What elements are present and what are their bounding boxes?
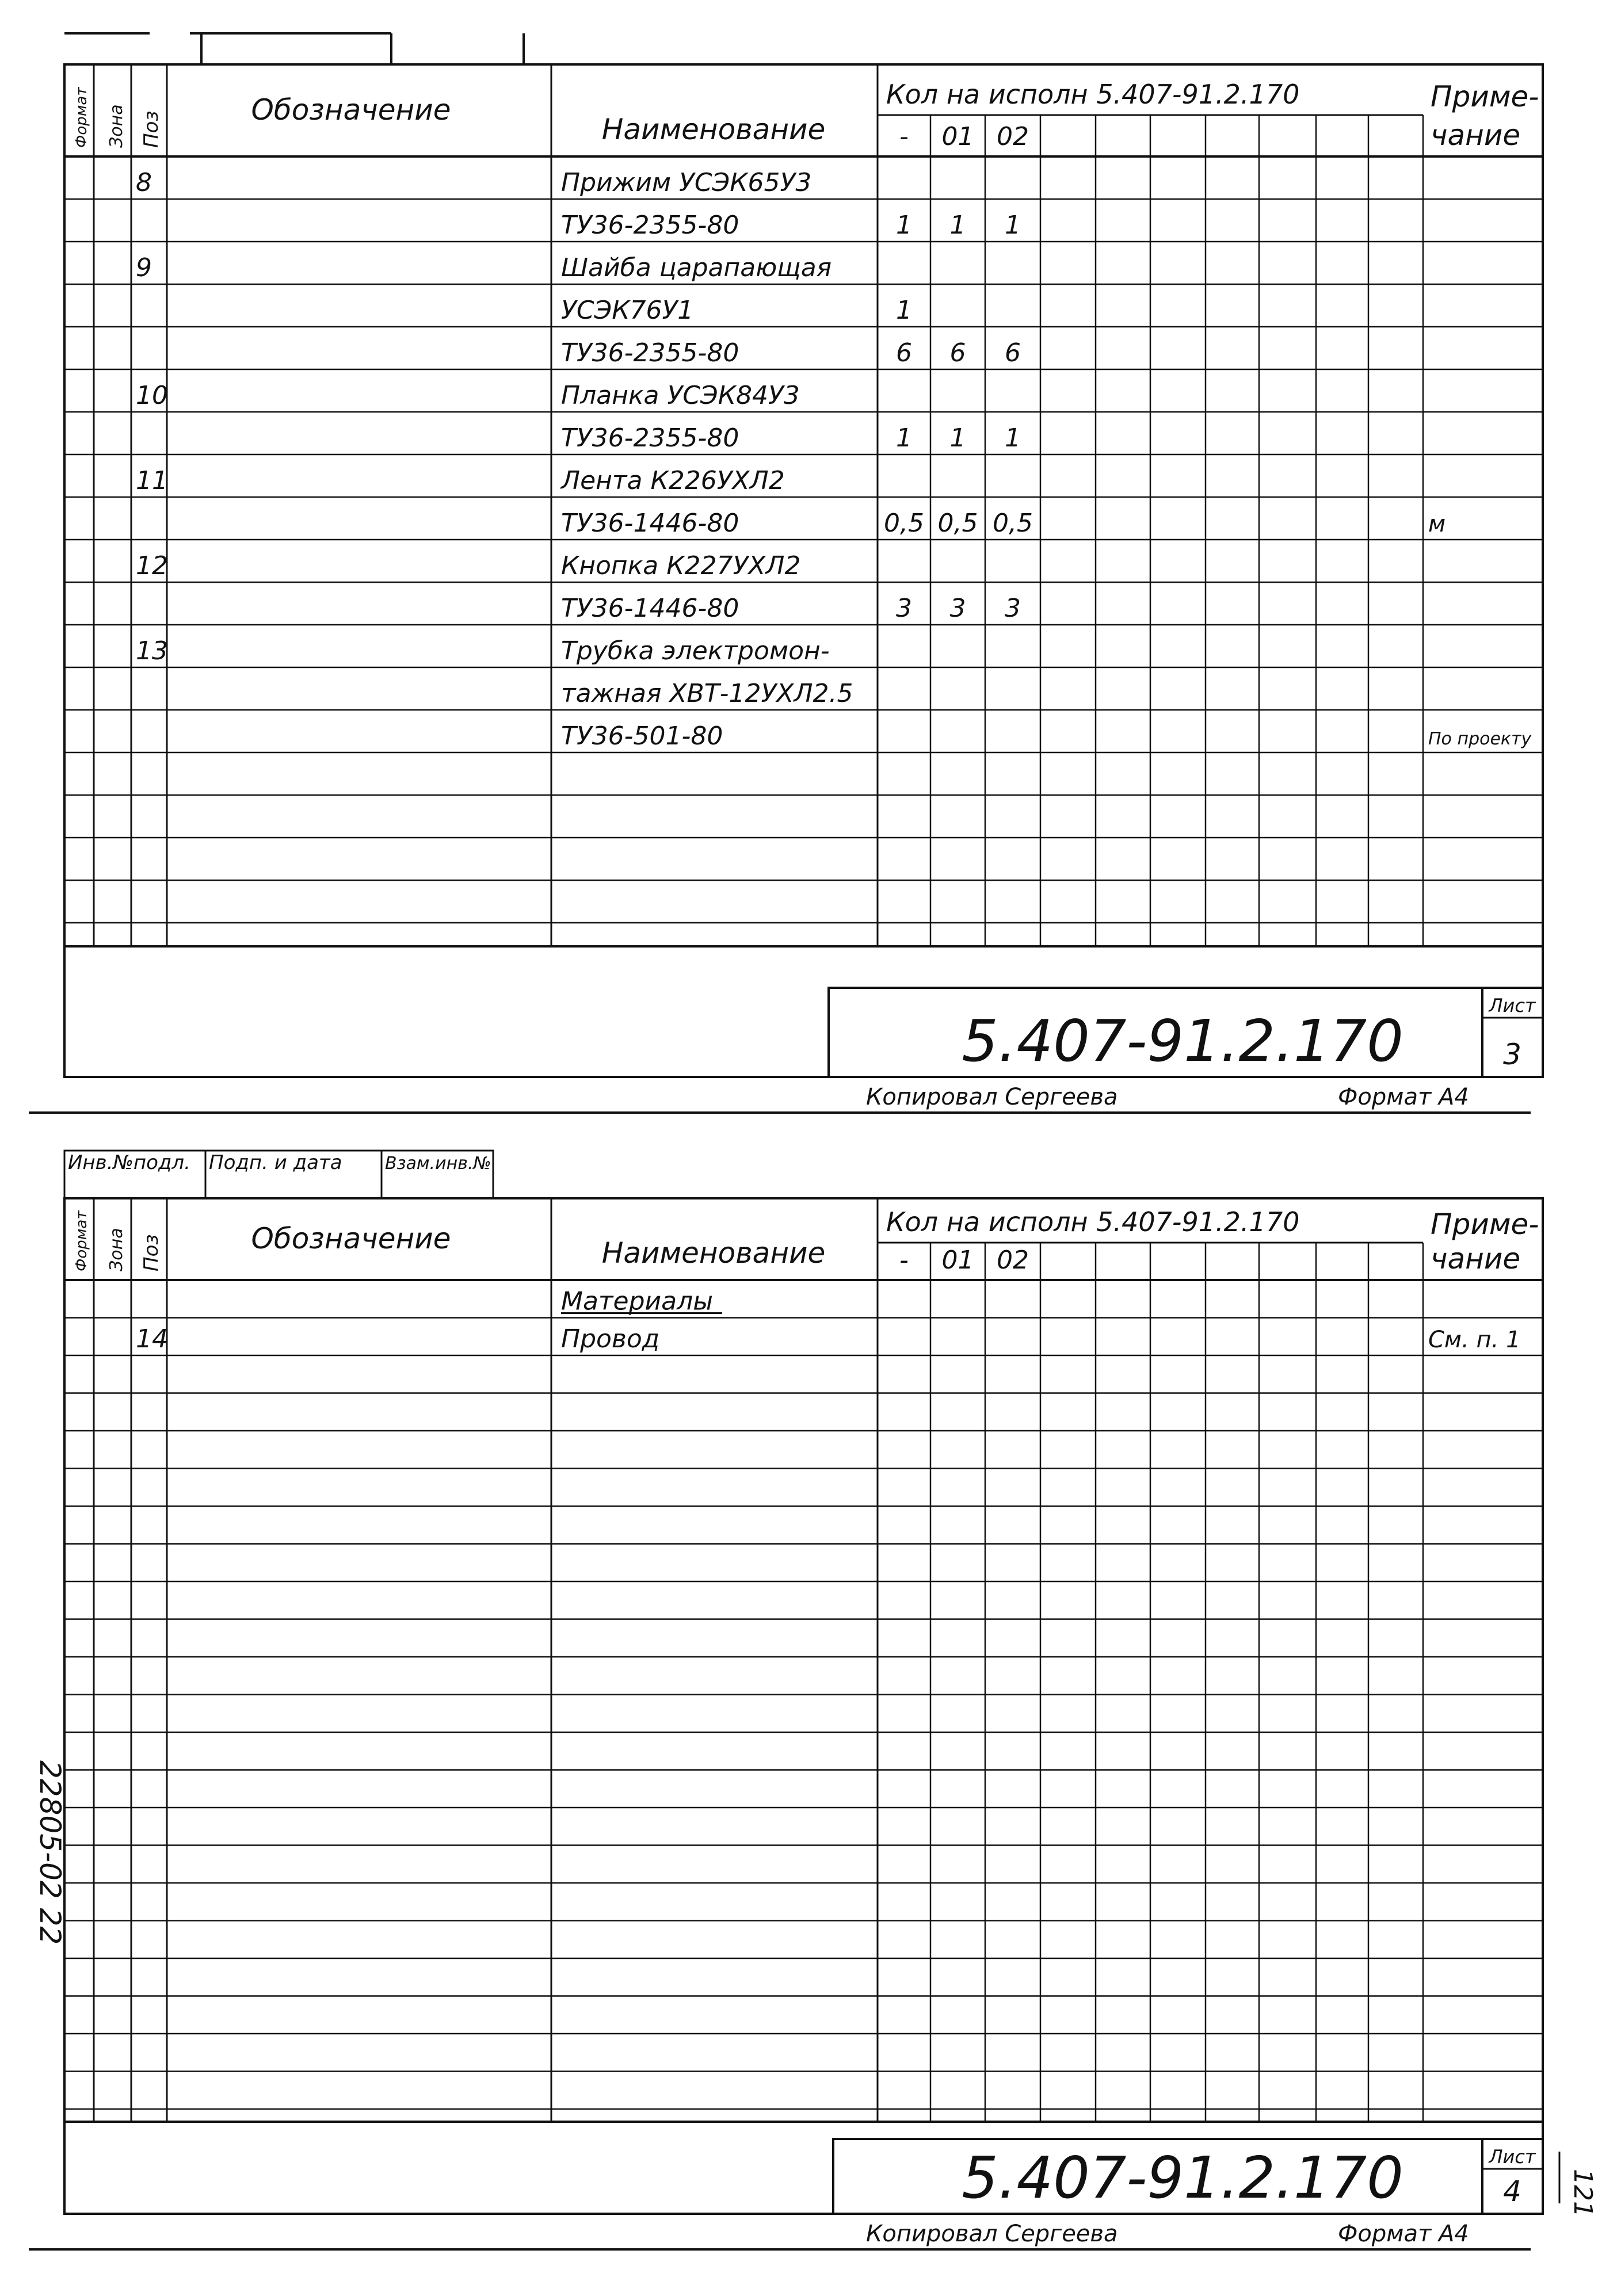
row-qty: 1 [1005, 211, 1021, 240]
row-name: Планка УСЭК84У3 [561, 381, 800, 410]
table-row [561, 1287, 722, 1316]
row-pos: 8 [136, 168, 152, 197]
table-row [136, 253, 832, 282]
inventory-stamp [64, 1151, 493, 1198]
row-name: Трубка электромон- [561, 636, 830, 666]
copied-by: Копировал Сергеева [866, 1084, 1118, 1110]
table-row [561, 211, 1021, 240]
list-label: Лист [1489, 2146, 1536, 2168]
row-note: См. п. 1 [1428, 1327, 1521, 1353]
doc-number: 5.407-91.2.170 [962, 1007, 1403, 1075]
header-pos: Поз [140, 110, 163, 148]
table-row [561, 296, 912, 325]
row-pos: 13 [136, 636, 168, 666]
header-variant: - [899, 1246, 909, 1275]
row-pos: 10 [136, 381, 168, 410]
header-variant: 01 [941, 122, 974, 151]
header-zone: Зона [106, 1228, 127, 1271]
header-note-line2: чание [1431, 119, 1521, 152]
header-name: Наименование [601, 113, 826, 146]
format-label: Формат А4 [1338, 1084, 1469, 1110]
table-row [561, 423, 1021, 453]
header-zone: Зона [106, 104, 127, 148]
row-qty: 1 [949, 423, 966, 453]
row-qty: 0,5 [993, 509, 1033, 538]
top-stamp-fragment [64, 33, 524, 64]
table-row [136, 636, 830, 666]
table-row [136, 551, 800, 580]
side-number: 22805-02 22 [33, 1760, 67, 1945]
sheet-border [64, 1198, 1543, 2214]
row-name: Кнопка К227УХЛ2 [561, 551, 801, 580]
row-name: тажная ХВТ-12УХЛ2.5 [561, 679, 853, 708]
row-name: Провод [561, 1324, 660, 1354]
sheet1 [29, 64, 1543, 1113]
row-pos: 9 [136, 253, 152, 282]
doc-number: 5.407-91.2.170 [962, 2144, 1403, 2211]
table-row [136, 168, 811, 197]
copied-by: Копировал Сергеева [866, 2221, 1118, 2247]
row-note: По проекту [1428, 729, 1532, 749]
row-qty: 0,5 [937, 509, 978, 538]
header-note-line2: чание [1431, 1242, 1521, 1275]
header-format: Формат [73, 1210, 90, 1271]
row-qty: 1 [896, 211, 912, 240]
header-note-line1: Приме- [1431, 80, 1539, 113]
row-pos: 14 [136, 1324, 168, 1354]
row-name: Прижим УСЭК65У3 [561, 168, 812, 197]
row-name: ТУ36-2355-80 [561, 423, 739, 453]
header-pos: Поз [140, 1234, 163, 1271]
sheet2 [29, 1198, 1543, 2249]
row-qty: 0,5 [884, 509, 924, 538]
table-row [136, 466, 785, 495]
stamp-inv-podl: Инв.№подл. [68, 1151, 190, 1174]
format-label: Формат А4 [1338, 2221, 1469, 2247]
list-number: 3 [1503, 1038, 1521, 1071]
stamp-podp-data: Подп. и дата [209, 1151, 342, 1174]
row-pos: 12 [136, 551, 168, 580]
corner-mark: 121 [1568, 2169, 1597, 2217]
row-pos: 11 [136, 466, 168, 495]
table-row [561, 509, 1445, 538]
table-row [561, 594, 1021, 623]
row-qty: 1 [896, 296, 912, 325]
header-variant: 01 [941, 1246, 974, 1275]
header-variant: - [899, 122, 909, 151]
row-name: Лента К226УХЛ2 [561, 466, 785, 495]
table-row [561, 338, 1021, 368]
table-row [561, 721, 1532, 751]
sheet-border [64, 64, 1543, 1077]
header-designation: Обозначение [251, 93, 451, 127]
row-qty: 6 [1005, 338, 1021, 368]
row-name: УСЭК76У1 [561, 296, 694, 325]
row-name: ТУ36-1446-80 [561, 509, 739, 538]
row-name: ТУ36-501-80 [561, 721, 723, 751]
row-qty: 3 [896, 594, 912, 623]
row-name: Шайба царапающая [561, 253, 832, 282]
table-row [136, 1324, 1521, 1354]
stamp-vzam-inv: Взам.инв.№ [385, 1153, 491, 1174]
row-name: ТУ36-1446-80 [561, 594, 739, 623]
table-row [561, 679, 853, 708]
row-qty: 6 [896, 338, 912, 368]
list-number: 4 [1503, 2175, 1521, 2208]
row-name: ТУ36-2355-80 [561, 338, 739, 368]
row-qty: 1 [949, 211, 966, 240]
row-name: ТУ36-2355-80 [561, 211, 739, 240]
row-qty: 3 [1005, 594, 1021, 623]
row-qty: 3 [949, 594, 966, 623]
row-name: Материалы [561, 1286, 713, 1316]
row-qty: 1 [896, 423, 912, 453]
header-variant: 02 [997, 1246, 1029, 1275]
header-qty-title: Кол на исполн 5.407-91.2.170 [886, 79, 1300, 110]
header-qty-title: Кол на исполн 5.407-91.2.170 [886, 1206, 1300, 1237]
row-note: м [1428, 511, 1446, 537]
header-variant: 02 [997, 122, 1029, 151]
row-qty: 6 [949, 338, 966, 368]
row-qty: 1 [1005, 423, 1021, 453]
table-row [136, 381, 800, 410]
list-label: Лист [1489, 995, 1536, 1017]
header-format: Формат [73, 87, 90, 148]
header-designation: Обозначение [251, 1222, 451, 1255]
header-note-line1: Приме- [1431, 1208, 1539, 1241]
header-name: Наименование [601, 1236, 826, 1270]
